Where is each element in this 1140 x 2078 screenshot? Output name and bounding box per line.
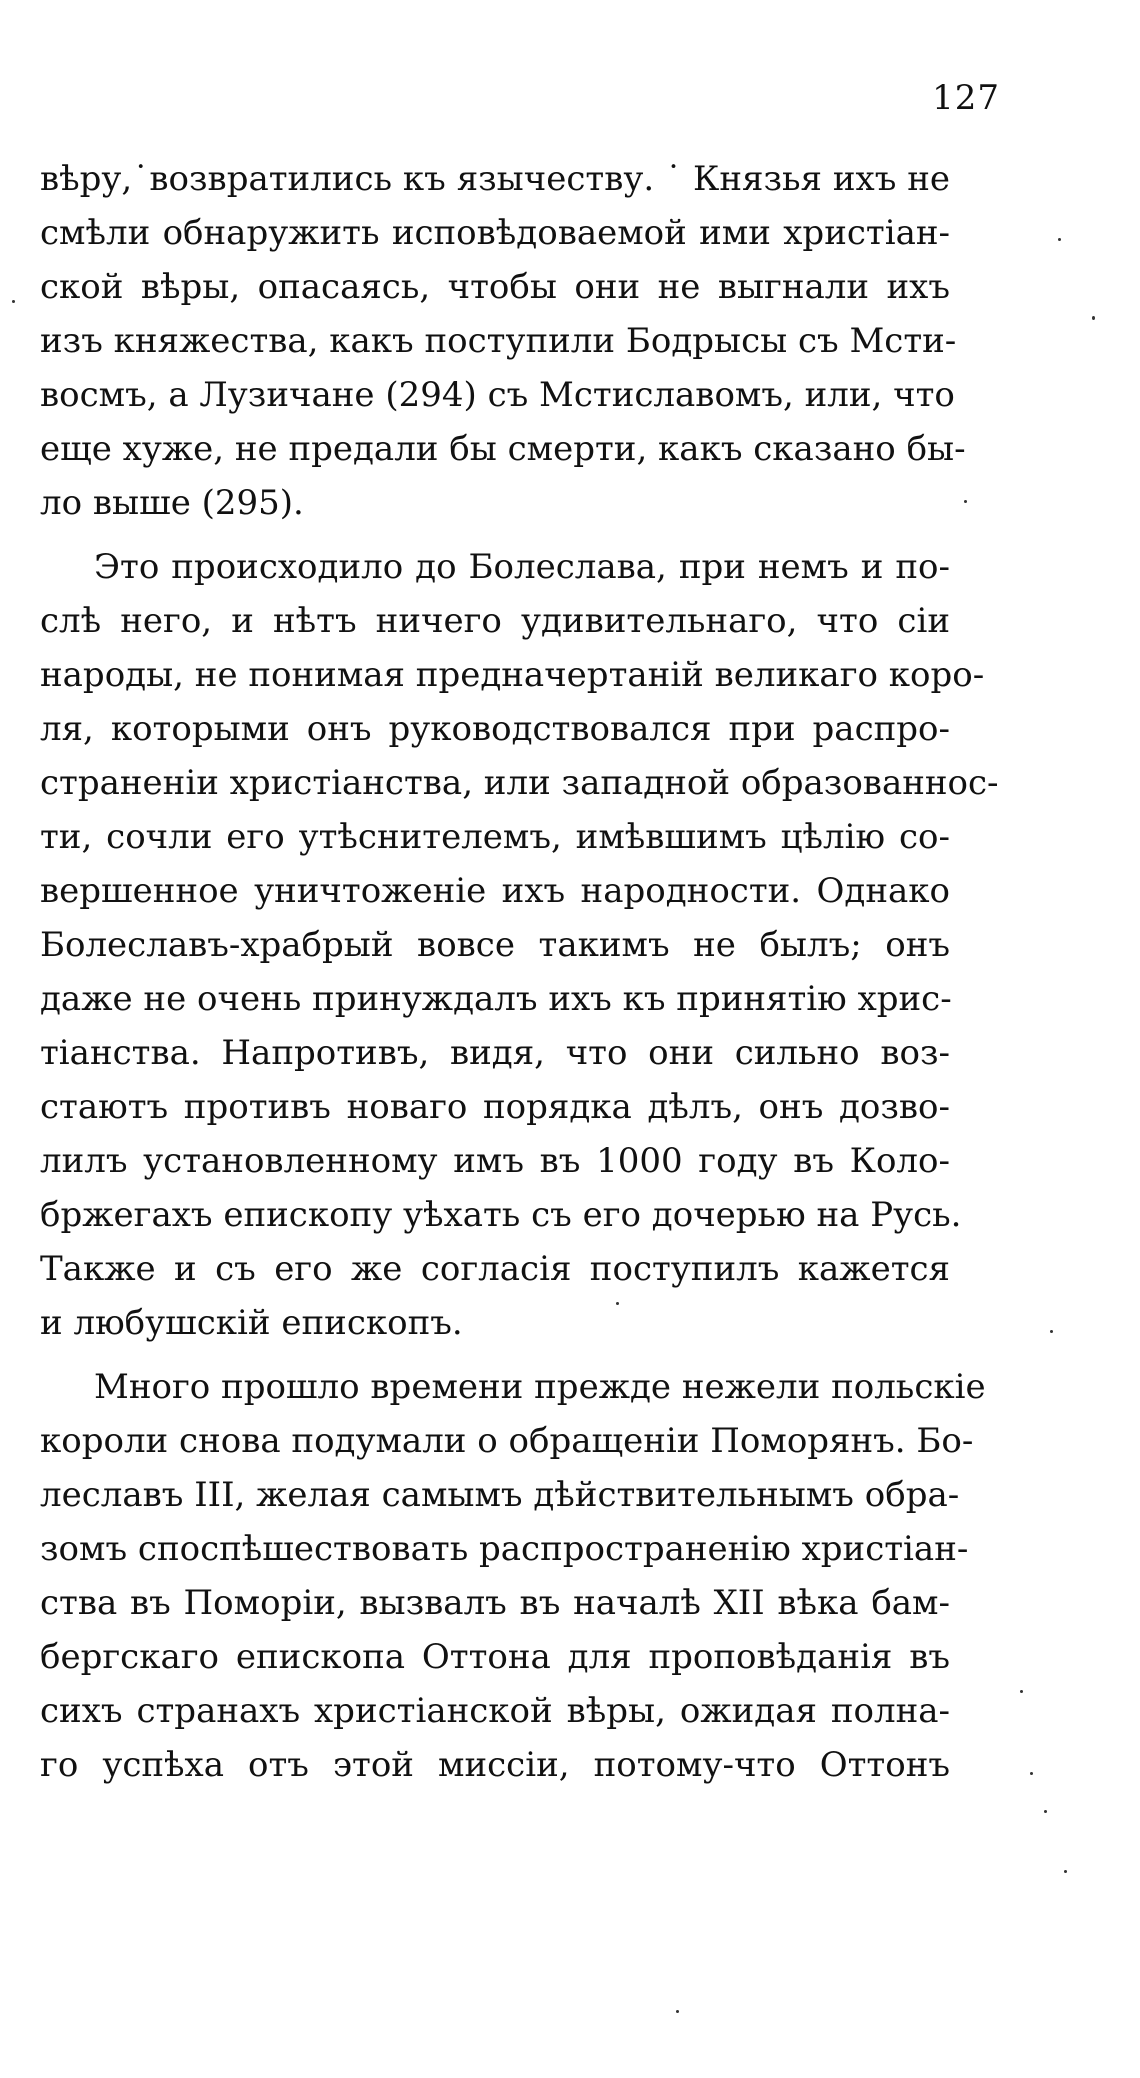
text-line: Также и съ его же согласiя поступилъ кажется xyxy=(40,1249,950,1289)
text-line: вѣру,˙возвратились къ язычеству. ˙ Князья ихъ не xyxy=(40,159,950,199)
text-line: Много прошло времени прежде нежели польскiе xyxy=(94,1367,986,1407)
text-line: сихъ странахъ христiанской вѣры, ожидая полна- xyxy=(40,1691,950,1731)
text-line: зомъ споспѣшествовать распространенiю христiан- xyxy=(40,1529,969,1569)
text-line: страненiи христiанства, или западной образованнос- xyxy=(40,763,999,803)
text-line: Болеславъ-храбрый вовсе такимъ не былъ; онъ xyxy=(40,925,950,965)
scan-speck xyxy=(1044,1810,1047,1813)
text-line: даже не очень принуждалъ ихъ къ принятiю хрис- xyxy=(40,979,952,1019)
scan-speck xyxy=(1092,316,1095,320)
text-line: стаютъ противъ новаго порядка дѣлъ, онъ дозво- xyxy=(40,1087,950,1127)
scan-speck xyxy=(1064,1870,1067,1873)
text-line: тiанства. Напротивъ, видя, что они сильно воз- xyxy=(40,1033,950,1073)
text-line: восмъ, а Лузичане (294) съ Мстиславомъ, или, что xyxy=(40,375,955,415)
scan-speck xyxy=(1030,1772,1033,1775)
scan-speck xyxy=(964,500,967,503)
text-line: еще хуже, не предали бы смерти, какъ сказано бы- xyxy=(40,429,966,469)
scan-speck xyxy=(12,300,15,303)
text-line: го успѣха отъ этой миссiи, потому-что Оттонъ xyxy=(40,1745,950,1785)
text-line: изъ княжества, какъ поступили Бодрысы съ Мсти- xyxy=(40,321,957,361)
text-line: ской вѣры, опасаясь, чтобы они не выгнали ихъ xyxy=(40,267,950,307)
text-line: слѣ него, и нѣтъ ничего удивительнаго, что сiи xyxy=(40,601,950,641)
body-text xyxy=(40,152,999,1792)
page-number: 127 xyxy=(932,78,1000,118)
text-line: бергскаго епископа Оттона для проповѣданiя въ xyxy=(40,1637,950,1677)
paragraph-2 xyxy=(40,540,999,1350)
text-line: бржегахъ епископу уѣхать съ его дочерью на Русь. xyxy=(40,1195,962,1235)
scan-speck xyxy=(1050,1330,1053,1333)
paragraph-3 xyxy=(40,1360,986,1792)
text-line: ло выше (295). xyxy=(40,483,304,523)
scan-speck xyxy=(676,2010,679,2013)
text-line: лилъ установленному имъ въ 1000 году въ Коло- xyxy=(40,1141,950,1181)
text-line: вершенное уничтоженiе ихъ народности. Однако xyxy=(40,871,950,911)
scan-speck xyxy=(1058,238,1061,241)
paragraph-1 xyxy=(40,152,966,530)
text-line: ства въ Поморiи, вызвалъ въ началѣ XII вѣка бам- xyxy=(40,1583,950,1623)
text-line: Это происходило до Болеслава, при немъ и по- xyxy=(94,547,950,587)
text-line: смѣли обнаружить исповѣдоваемой ими христiан- xyxy=(40,213,950,253)
scan-speck xyxy=(616,1302,619,1305)
text-line: народы, не понимая предначертанiй великаго коро- xyxy=(40,655,985,695)
scan-speck xyxy=(1020,1690,1023,1693)
text-line: ти, сочли его утѣснителемъ, имѣвшимъ цѣлiю со- xyxy=(40,817,950,857)
text-line: короли снова подумали о обращенiи Поморянъ. Бо- xyxy=(40,1421,974,1461)
text-line: леславъ III, желая самымъ дѣйствительнымъ обра- xyxy=(40,1475,960,1515)
text-line: и любушскiй епископъ. xyxy=(40,1303,463,1343)
text-line: ля, которыми онъ руководствовался при распро- xyxy=(40,709,950,749)
